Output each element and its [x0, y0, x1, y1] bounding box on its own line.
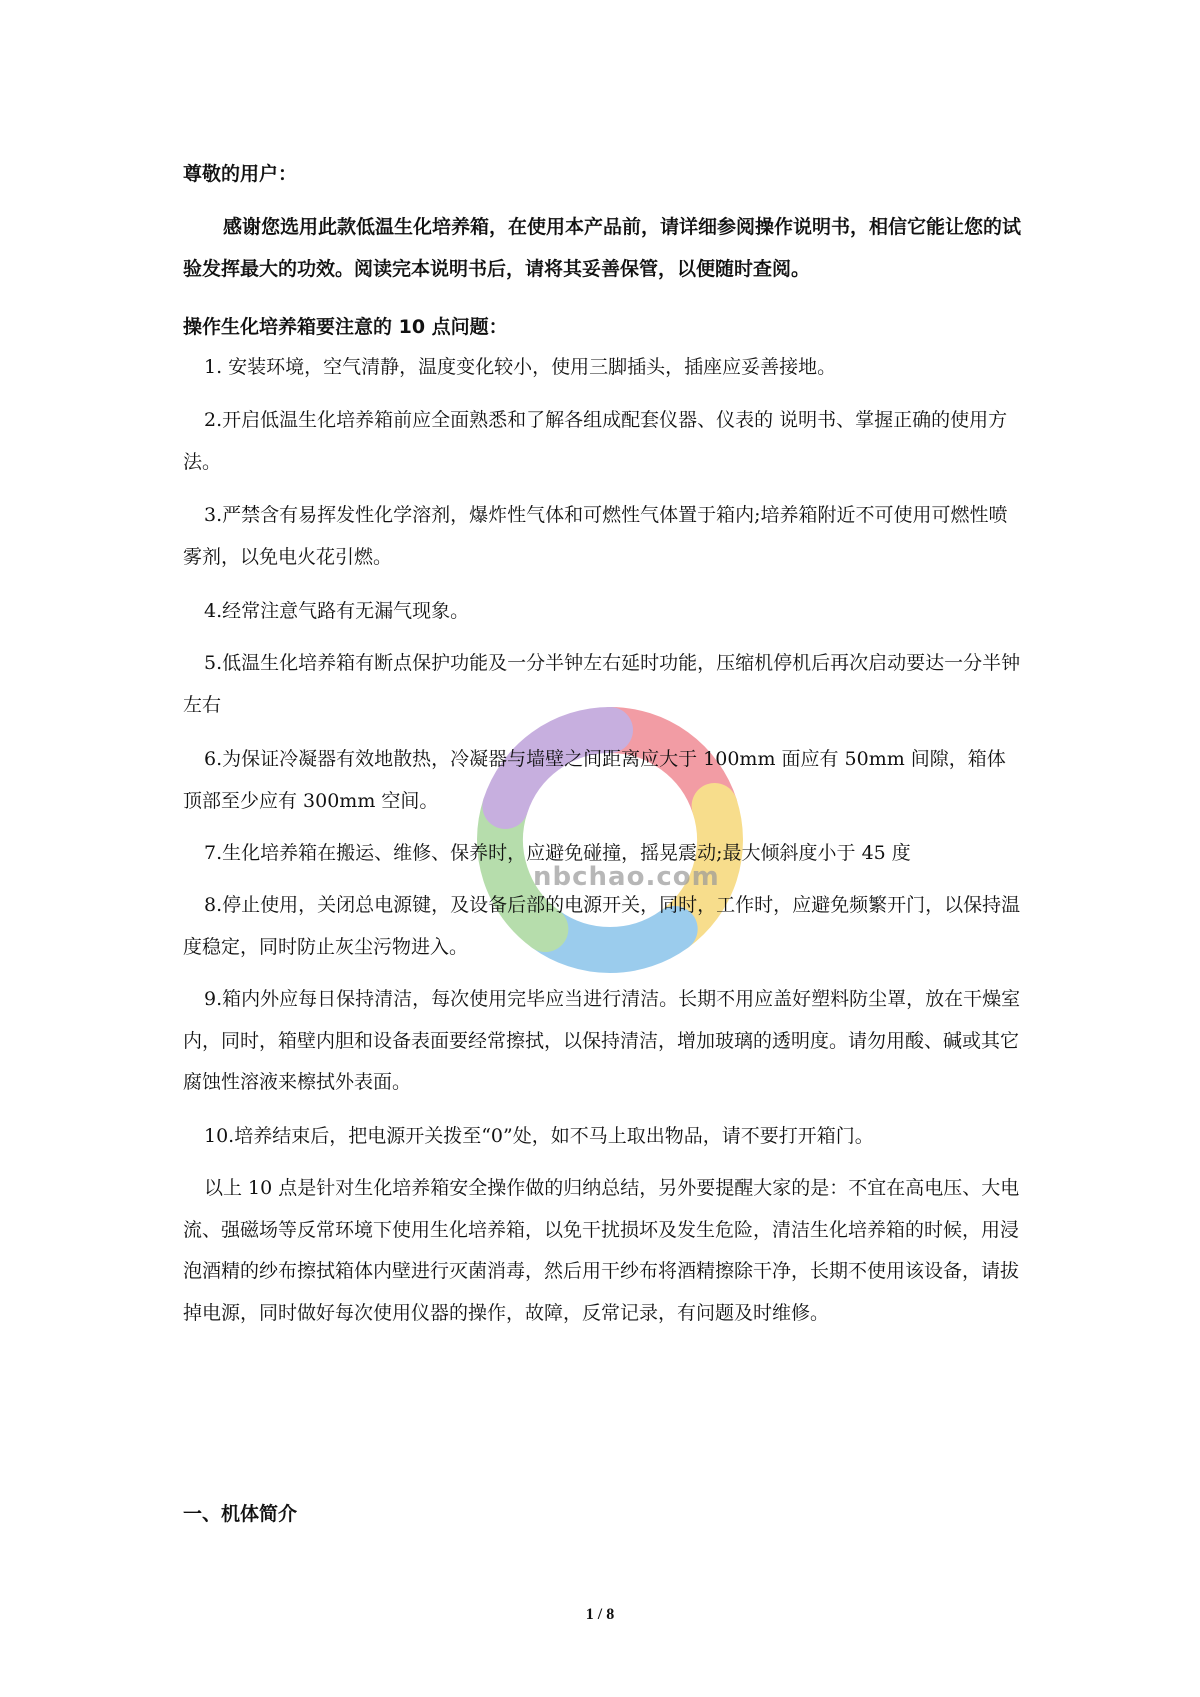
- greeting: 尊敬的用户：: [183, 163, 298, 185]
- section-title: 一、机体简介: [183, 1503, 298, 1525]
- intro-paragraph: 感谢您选用此款低温生化培养箱，在使用本产品前，请详细参阅操作说明书，相信它能让您的试验发挥最大的功效。阅读完本说明书后，请将其妥善保管，以便随时查阅。: [183, 216, 1022, 280]
- list-item: 4.经常注意气路有无漏气现象。: [204, 600, 470, 622]
- list-item: 5.低温生化培养箱有断点保护功能及一分半钟左右延时功能，压缩机停机后再次启动要达一分半钟左右: [183, 652, 1021, 716]
- list-item: 10.培养结束后，把电源开关拨至“0”处，如不马上取出物品，请不要打开箱门。: [204, 1125, 874, 1147]
- list-item: 6.为保证冷凝器有效地散热，冷凝器与墙壁之间距离应大于 100mm 面应有 50mm 间隙，箱体顶部至少应有 300mm 空间。: [183, 748, 1006, 812]
- list-item: 3.严禁含有易挥发性化学溶剂，爆炸性气体和可燃性气体置于箱内;培养箱附近不可使用可燃性喷雾剂，以免电火花引燃。: [183, 504, 1008, 568]
- list-item: 2.开启低温生化培养箱前应全面熟悉和了解各组成配套仪器、仪表的 说明书、掌握正确的使用方法。: [183, 409, 1008, 473]
- list-title: 操作生化培养箱要注意的 10 点问题：: [183, 316, 508, 338]
- list-item: 1. 安装环境，空气清静，温度变化较小，使用三脚插头，插座应妥善接地。: [204, 356, 837, 378]
- page-number: 1 / 8: [585, 1606, 615, 1623]
- list-item: 7.生化培养箱在搬运、维修、保养时，应避免碰撞，摇晃震动;最大倾斜度小于 45 度: [204, 842, 911, 864]
- summary-paragraph: 以上 10 点是针对生化培养箱安全操作做的归纳总结，另外要提醒大家的是：不宜在高电压、大电流、强磁场等反常环境下使用生化培养箱，以免干扰损坏及发生危险，清洁生化培养箱的时候，用浸泡酒精的纱布擦拭箱体内壁进行灭菌消毒，然后用干纱布将酒精擦除干净，长期不使用该设备，请拔掉电源，同时做好每次使用仪器的操作，故障，反常记录，有问题及时维修。: [183, 1177, 1020, 1324]
- list-item: 9.箱内外应每日保持清洁，每次使用完毕应当进行清洁。长期不用应盖好塑料防尘罩，放在干燥室内，同时，箱壁内胆和设备表面要经常擦拭，以保持清洁，增加玻璃的透明度。请勿用酸、碱或其它腐蚀性溶液来檫拭外表面。: [183, 988, 1021, 1093]
- list-item: 8.停止使用，关闭总电源键，及设备后部的电源开关，同时，工作时，应避免频繁开门，以保持温度稳定，同时防止灰尘污物进入。: [183, 894, 1021, 958]
- watermark-text: nbchao.com: [533, 862, 720, 892]
